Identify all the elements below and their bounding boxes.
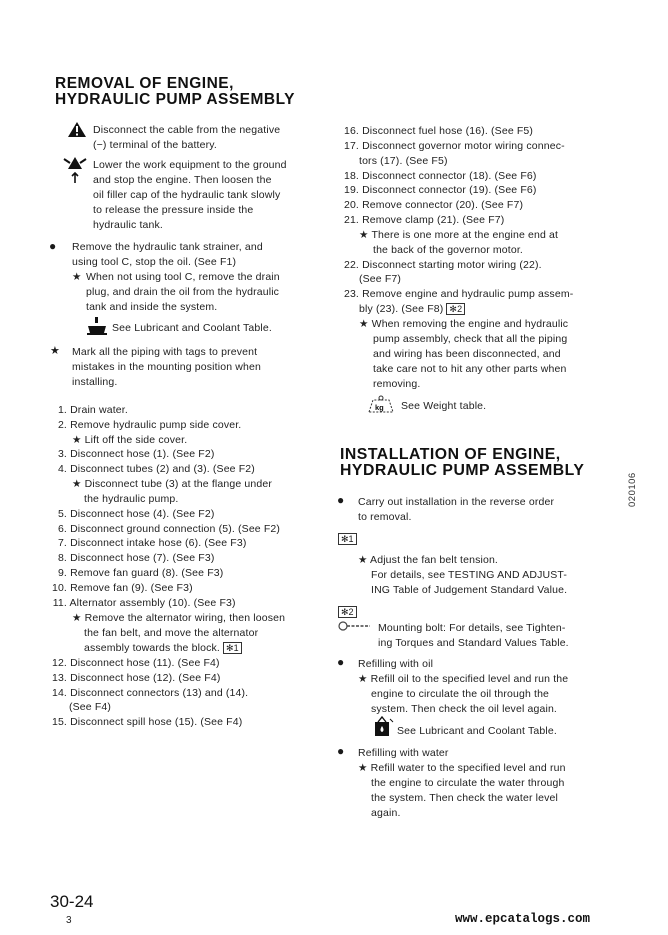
- document-code: 020106: [627, 472, 638, 507]
- footnote-mark-1: ✻1: [223, 642, 242, 654]
- list-item: 2. Remove hydraulic pump side cover.: [57, 419, 242, 431]
- list-item: 23. Remove engine and hydraulic pump assem-: [343, 288, 574, 300]
- list-item: take care not to hit any other parts when: [373, 363, 567, 375]
- list-item: ★ Disconnect tube (3) at the flange under: [72, 478, 273, 490]
- list-item: (See F7): [359, 273, 402, 285]
- bullet-dot: ●: [49, 239, 57, 253]
- list-item: 21. Remove clamp (21). (See F7): [343, 214, 505, 226]
- list-item: the back of the governor motor.: [373, 244, 523, 256]
- list-item: the hydraulic pump.: [84, 493, 179, 505]
- list-item: tors (17). (See F5): [359, 155, 448, 167]
- refilling-oil-text: ★ Refill oil to the specified level and run the engine to circulate the oil through the system. Then check the oil level again.: [358, 673, 569, 715]
- bullet-dot: ●: [337, 744, 345, 758]
- oil-can-icon: [372, 716, 394, 738]
- bullet-dot: ●: [337, 655, 345, 669]
- mounting-bolt-note: Mounting bolt: For details, see Tighten- ing Torques and Standard Values Table.: [378, 622, 569, 649]
- bullet-drain-plug-text: When not using tool C, remove the drain plug, and drain the oil from the hydraulic tank and inside the system.: [86, 271, 280, 313]
- adjust-fan-belt-note: ★ Adjust the fan belt tension. For details, see TESTING AND ADJUST- ING Table of Judgement Standard Value.: [358, 554, 568, 596]
- list-item: 4. Disconnect tubes (2) and (3). (See F2): [57, 463, 255, 475]
- oil-can-icon: [86, 316, 108, 336]
- weight-icon: [366, 394, 396, 414]
- list-item: bly (23). (See F8) ✻2: [359, 302, 465, 317]
- list-item: (See F4): [69, 701, 112, 713]
- list-item: pump assembly, check that all the piping: [373, 333, 568, 345]
- page-sub-number: 3: [66, 915, 72, 926]
- refilling-oil-heading: Refilling with oil: [358, 658, 434, 670]
- list-item: removing.: [373, 378, 421, 390]
- list-item: 8. Disconnect hose (7). (See F3): [57, 552, 215, 564]
- star-icon: ★: [50, 345, 60, 357]
- footnote-mark-2: ✻2: [338, 606, 357, 618]
- list-item: ★ Lift off the side cover.: [72, 434, 188, 446]
- website-url[interactable]: www.epcatalogs.com: [455, 912, 591, 926]
- page-number: 30-24: [50, 892, 94, 911]
- warning-pressure-text: Lower the work equipment to the ground and stop the engine. Then loosen the oil filler cap of the hydraulic tank slowly to release the pressure inside the hydraulic tank.: [93, 159, 287, 231]
- list-item: 12. Disconnect hose (11). (See F4): [51, 657, 220, 669]
- list-item: the fan belt, and move the alternator: [84, 627, 259, 639]
- star-note-piping: Mark all the piping with tags to prevent mistakes in the mounting position when installing.: [72, 346, 261, 388]
- sub-star-bullet: ★: [72, 271, 82, 283]
- list-item: 1. Drain water.: [57, 404, 128, 416]
- list-item: 19. Disconnect connector (19). (See F6): [343, 184, 537, 196]
- warning-icon: [67, 121, 87, 138]
- list-item: 17. Disconnect governor motor wiring connec-: [343, 140, 565, 152]
- list-item: 10. Remove fan (9). (See F3): [51, 582, 193, 594]
- list-item: 18. Disconnect connector (18). (See F6): [343, 170, 537, 182]
- list-item: 3. Disconnect hose (1). (See F2): [57, 448, 215, 460]
- list-item: assembly towards the block. ✻1: [84, 641, 242, 656]
- list-item: ★ Remove the alternator wiring, then loosen: [72, 612, 286, 624]
- list-item: 20. Remove connector (20). (See F7): [343, 199, 524, 211]
- list-item: ★ There is one more at the engine end at: [359, 229, 559, 241]
- install-reverse-order-text: Carry out installation in the reverse order to removal.: [358, 496, 555, 523]
- pressure-warning-icon: [62, 155, 88, 185]
- refilling-water-text: ★ Refill water to the specified level and run the engine to circulate the water through the system. Then check the water level again.: [358, 762, 566, 819]
- torque-wrench-icon: [338, 619, 372, 633]
- list-item: 13. Disconnect hose (12). (See F4): [51, 672, 221, 684]
- list-item: ★ When removing the engine and hydraulic: [359, 318, 569, 330]
- list-item: and wiring has been disconnected, and: [373, 348, 561, 360]
- list-item: 22. Disconnect starting motor wiring (22).: [343, 259, 542, 271]
- weight-kg-label: kg: [375, 403, 384, 412]
- list-item: 16. Disconnect fuel hose (16). (See F5): [343, 125, 534, 137]
- bullet-dot: ●: [337, 493, 345, 507]
- footnote-mark-1: ✻1: [338, 533, 357, 545]
- section-title-removal: REMOVAL OF ENGINE, HYDRAULIC PUMP ASSEMBLY: [55, 75, 296, 108]
- bullet-strainer-text: Remove the hydraulic tank strainer, and using tool C, stop the oil. (See F1): [72, 241, 263, 268]
- list-item: 5. Disconnect hose (4). (See F2): [57, 508, 215, 520]
- list-item: 7. Disconnect intake hose (6). (See F3): [57, 537, 247, 549]
- footnote-mark-2: ✻2: [446, 303, 465, 315]
- section-title-installation: INSTALLATION OF ENGINE, HYDRAULIC PUMP ASSEMBLY: [340, 446, 585, 479]
- weight-reference: See Weight table.: [401, 400, 487, 412]
- refilling-water-heading: Refilling with water: [358, 747, 449, 759]
- list-item: 11. Alternator assembly (10). (See F3): [52, 597, 236, 609]
- list-item: 9. Remove fan guard (8). (See F3): [57, 567, 224, 579]
- warning-battery-text: Disconnect the cable from the negative (−) terminal of the battery.: [93, 124, 281, 151]
- lubricant-reference: See Lubricant and Coolant Table.: [112, 322, 272, 334]
- list-item: 14. Disconnect connectors (13) and (14).: [51, 687, 249, 699]
- oil-lubricant-reference: See Lubricant and Coolant Table.: [397, 725, 557, 737]
- list-item: 15. Disconnect spill hose (15). (See F4): [51, 716, 243, 728]
- list-item: 6. Disconnect ground connection (5). (See F2): [57, 523, 281, 535]
